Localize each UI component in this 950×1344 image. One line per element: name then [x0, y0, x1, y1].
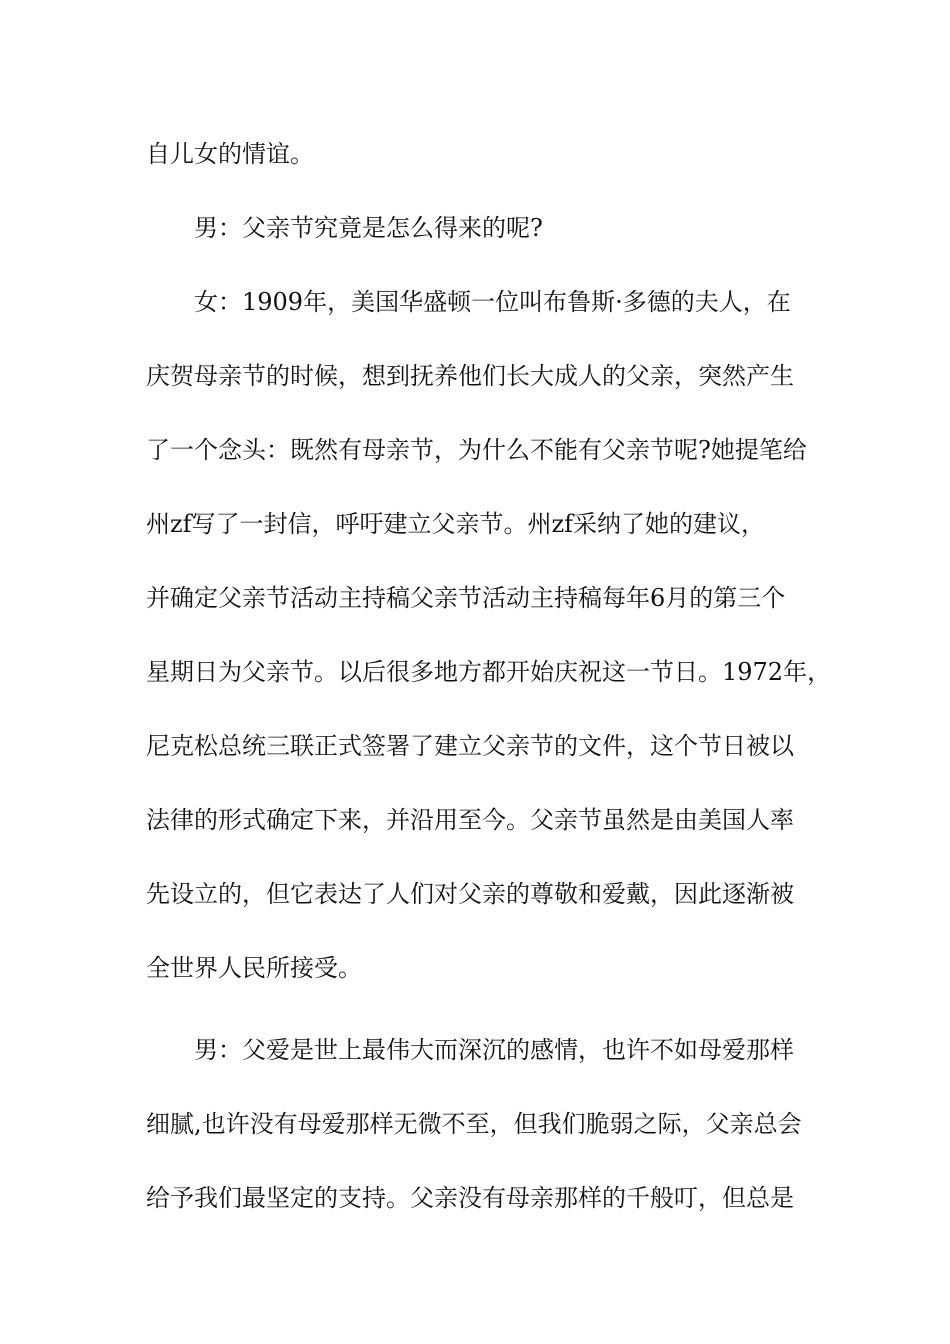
text-line: 全世界人民所接受。	[146, 954, 362, 982]
text-line: 法律的形式确定下来，并沿用至今。父亲节虽然是由美国人率	[146, 806, 794, 834]
text-line: 自儿女的情谊。	[146, 140, 314, 168]
text-line: 细腻,也许没有母爱那样无微不至，但我们脆弱之际，父亲总会	[146, 1110, 802, 1138]
text-line: 男：父亲节究竟是怎么得来的呢?	[194, 214, 543, 242]
text-line: 给予我们最坚定的支持。父亲没有母亲那样的千般叮，但总是	[146, 1184, 794, 1212]
text-line: 女：1909年，美国华盛顿一位叫布鲁斯·多德的夫人，在	[194, 288, 791, 316]
text-line: 庆贺母亲节的时候，想到抚养他们长大成人的父亲，突然产生	[146, 362, 794, 390]
text-line: 了一个念头：既然有母亲节，为什么不能有父亲节呢?她提笔给	[146, 436, 807, 464]
text-line: 先设立的，但它表达了人们对父亲的尊敬和爱戴，因此逐渐被	[146, 880, 794, 908]
text-line: 尼克松总统三联正式签署了建立父亲节的文件，这个节日被以	[146, 732, 794, 760]
text-line: 州zf写了一封信，呼吁建立父亲节。州zf采纳了她的建议，	[146, 510, 766, 538]
text-line: 星期日为父亲节。以后很多地方都开始庆祝这一节日。1972年，	[146, 658, 832, 686]
text-line: 男：父爱是世上最伟大而深沉的感情，也许不如母爱那样	[194, 1036, 794, 1064]
text-line: 并确定父亲节活动主持稿父亲节活动主持稿每年6月的第三个	[146, 584, 786, 612]
